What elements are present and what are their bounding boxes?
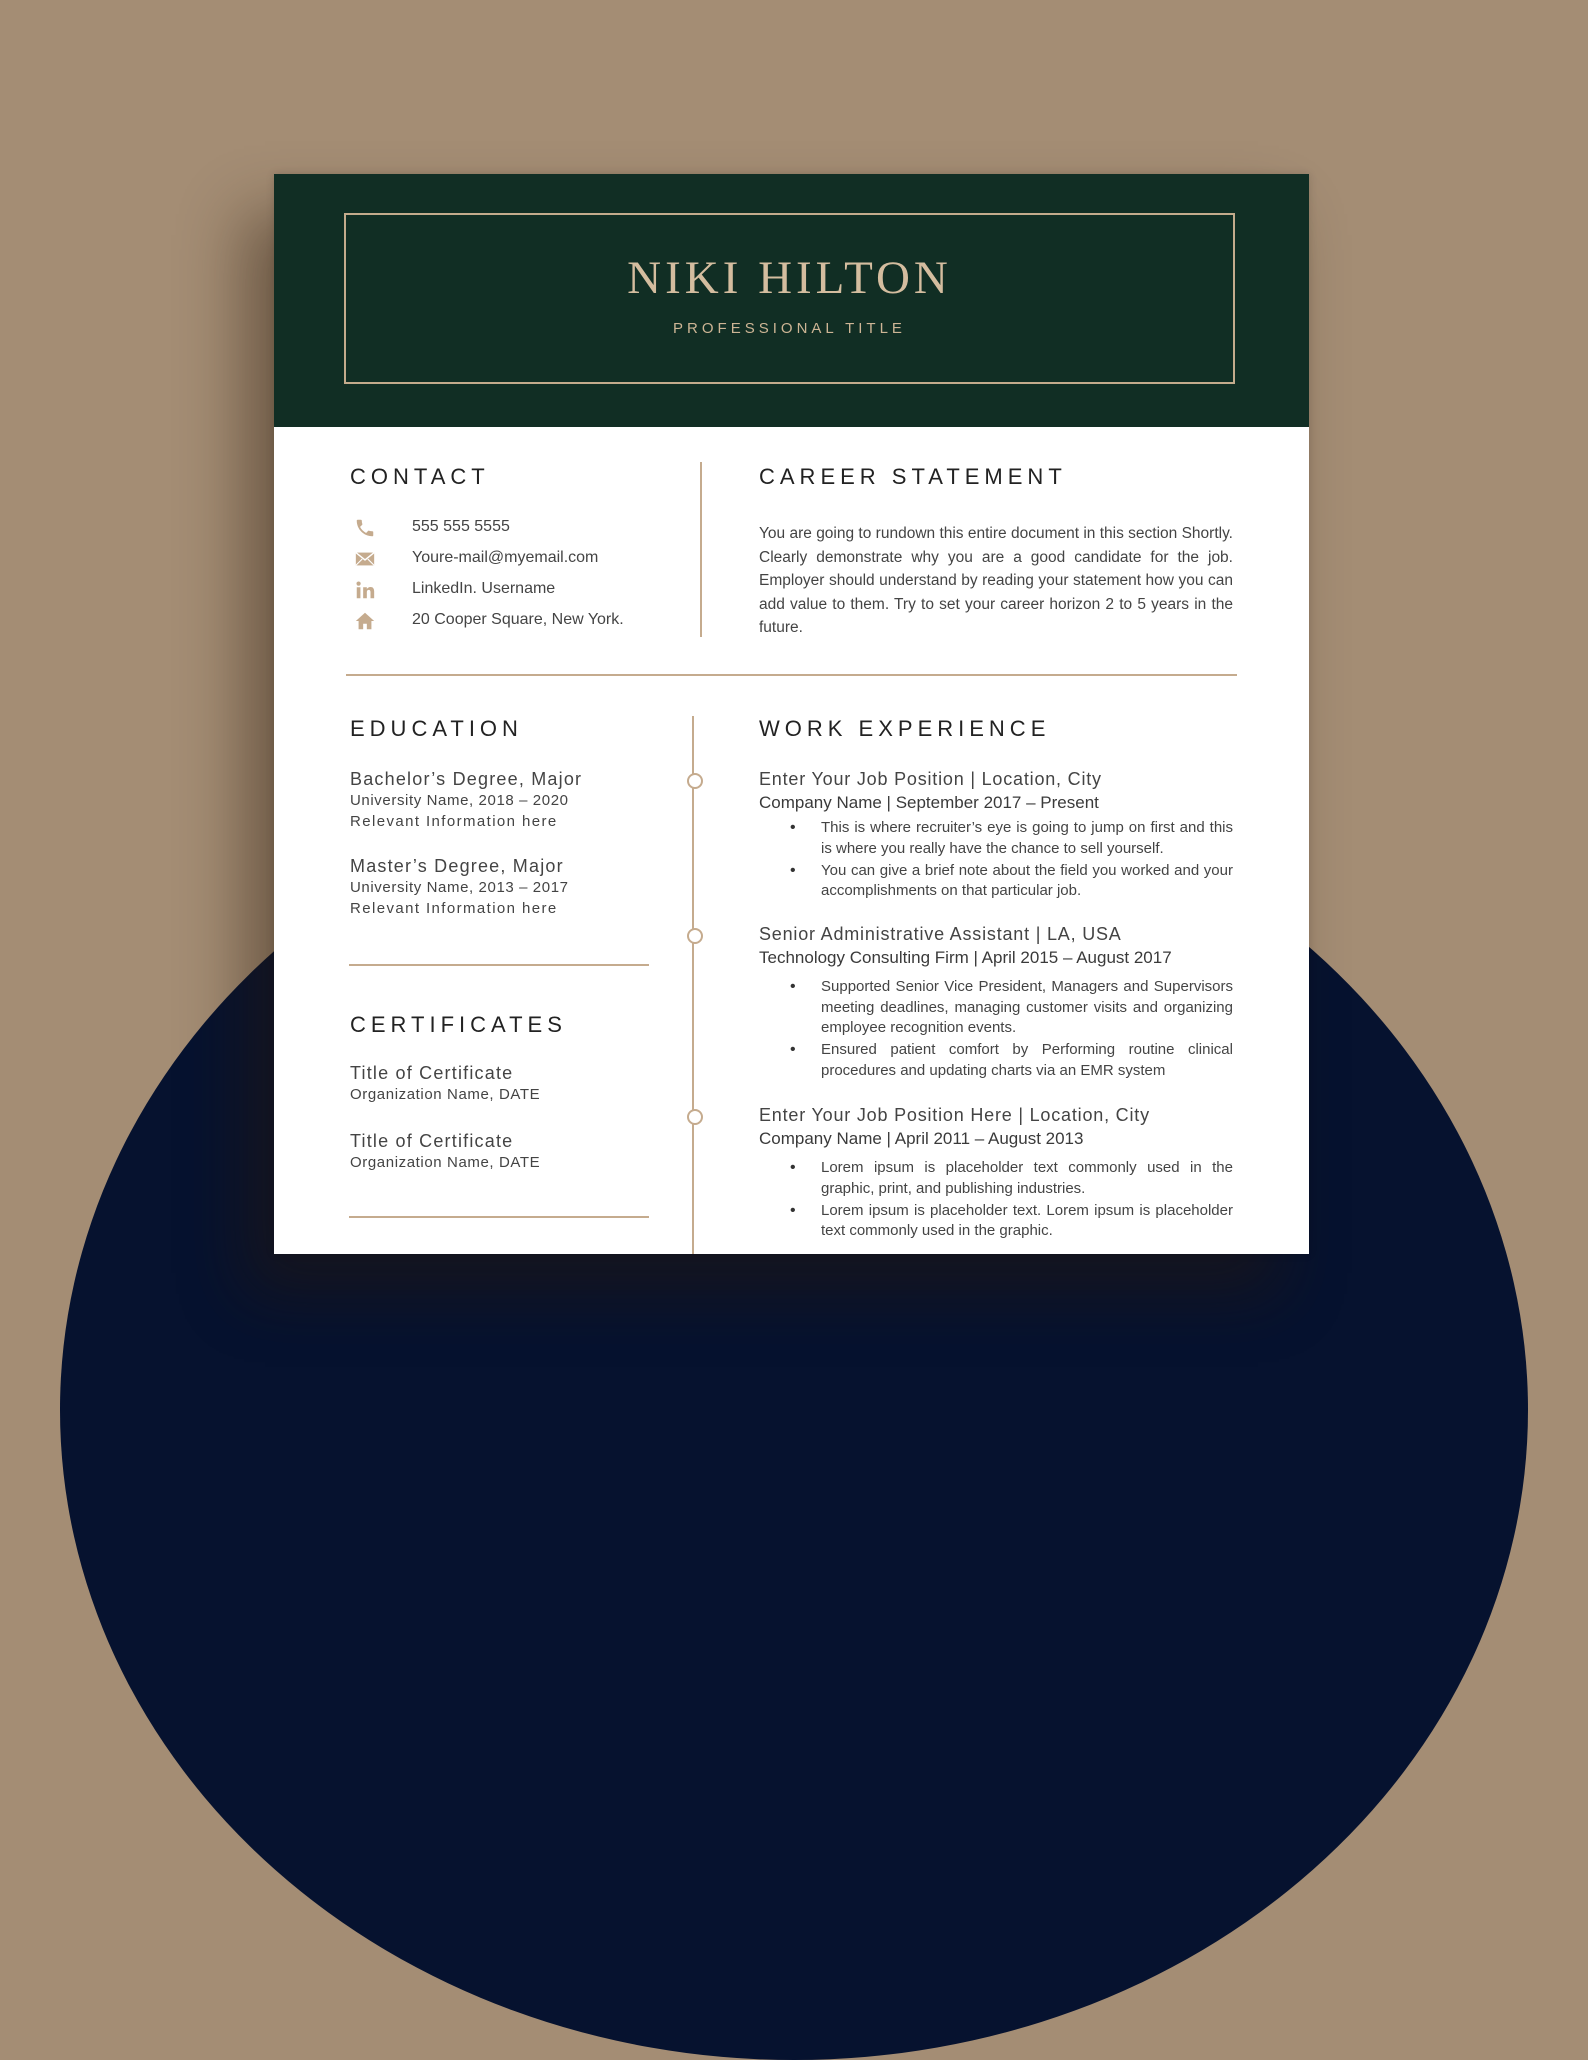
phone-icon [354,517,376,539]
timeline-dot [687,1109,703,1125]
job-bullets [759,977,1233,1081]
contact-linkedin-text: LinkedIn. Username [412,580,556,597]
career-heading: CAREER STATEMENT [759,464,1067,489]
contact-email [350,547,670,573]
job-bullet: • Lorem ipsum is placeholder text. Lorem ipsum is placeholder text commonly used in the graphic. [821,1201,1233,1242]
education-info: Relevant Information here [350,900,558,917]
job-title: Enter Your Job Position | Location, City [759,769,1102,789]
contact-address-text: 20 Cooper Square, New York. [412,611,624,628]
column-divider-top [700,462,702,637]
job-entry [759,1104,1233,1243]
education-school: University Name, 2013 – 2017 [350,879,569,896]
certificate-org: Organization Name, DATE [350,1086,541,1103]
certificate-item [350,1062,540,1105]
education-info: Relevant Information here [350,813,558,830]
contact-email-text: Youre-mail@myemail.com [412,549,599,566]
candidate-name: NIKI HILTON [627,252,952,304]
certificates-divider [349,1216,649,1218]
job-bullet: • You can give a brief note about the field you worked and your accomplishments on that particular job. [821,861,1233,902]
timeline-line [692,716,694,1254]
job-bullet: • This is where recruiter’s eye is going to jump on first and this is where you really have the chance to sell yourself. [821,818,1233,859]
work-heading: WORK EXPERIENCE [759,716,1051,741]
education-divider [349,964,649,966]
career-statement-text: You are going to rundown this entire document in this section Shortly. Clearly demonstrate why you are a good candidate for the job. Employer should understand by reading your statement how you can add value to them. Try to set your career horizon 2 to 5 years in the future. [759,525,1233,636]
professional-title: PROFESSIONAL TITLE [673,320,906,337]
job-bullet: • Ensured patient comfort by Performing routine clinical procedures and updating charts via an EMR system [821,1040,1233,1081]
job-company: Technology Consulting Firm | April 2015 – August 2017 [759,948,1172,967]
job-company: Company Name | April 2011 – August 2013 [759,1129,1084,1148]
resume-page [274,174,1309,1254]
linkedin-icon [354,579,376,601]
resume-header [274,174,1309,427]
contact-linkedin [350,578,670,604]
contact-heading: CONTACT [350,464,490,489]
education-heading: EDUCATION [350,716,523,741]
contact-address [350,609,670,635]
education-item [350,855,569,919]
job-entry [759,923,1233,1083]
certificate-title: Title of Certificate [350,1131,514,1151]
contact-phone-text: 555 555 5555 [412,518,510,535]
education-degree: Master’s Degree, Major [350,856,564,876]
certificates-heading: CERTIFICATES [350,1012,567,1037]
certificate-item [350,1130,540,1173]
job-bullet: • Lorem ipsum is placeholder text commonly used in the graphic, print, and publishing industries. [821,1158,1233,1199]
job-bullets [759,818,1233,902]
contact-phone [350,516,670,542]
education-item [350,768,582,832]
job-company: Company Name | September 2017 – Present [759,793,1099,812]
education-degree: Bachelor’s Degree, Major [350,769,583,789]
timeline-dot [687,773,703,789]
certificate-title: Title of Certificate [350,1063,514,1083]
job-bullets [759,1158,1233,1242]
certificate-org: Organization Name, DATE [350,1154,541,1171]
section-divider [346,674,1237,676]
timeline-dot [687,928,703,944]
job-entry [759,768,1233,903]
header-frame [344,213,1235,384]
education-school: University Name, 2018 – 2020 [350,792,569,809]
home-icon [354,610,376,632]
email-icon [354,548,376,570]
job-bullet: • Supported Senior Vice President, Managers and Supervisors meeting deadlines, managing customer visits and organizing employee recognition events. [821,977,1233,1039]
job-title: Senior Administrative Assistant | LA, USA [759,924,1122,944]
job-title: Enter Your Job Position Here | Location, City [759,1105,1150,1125]
